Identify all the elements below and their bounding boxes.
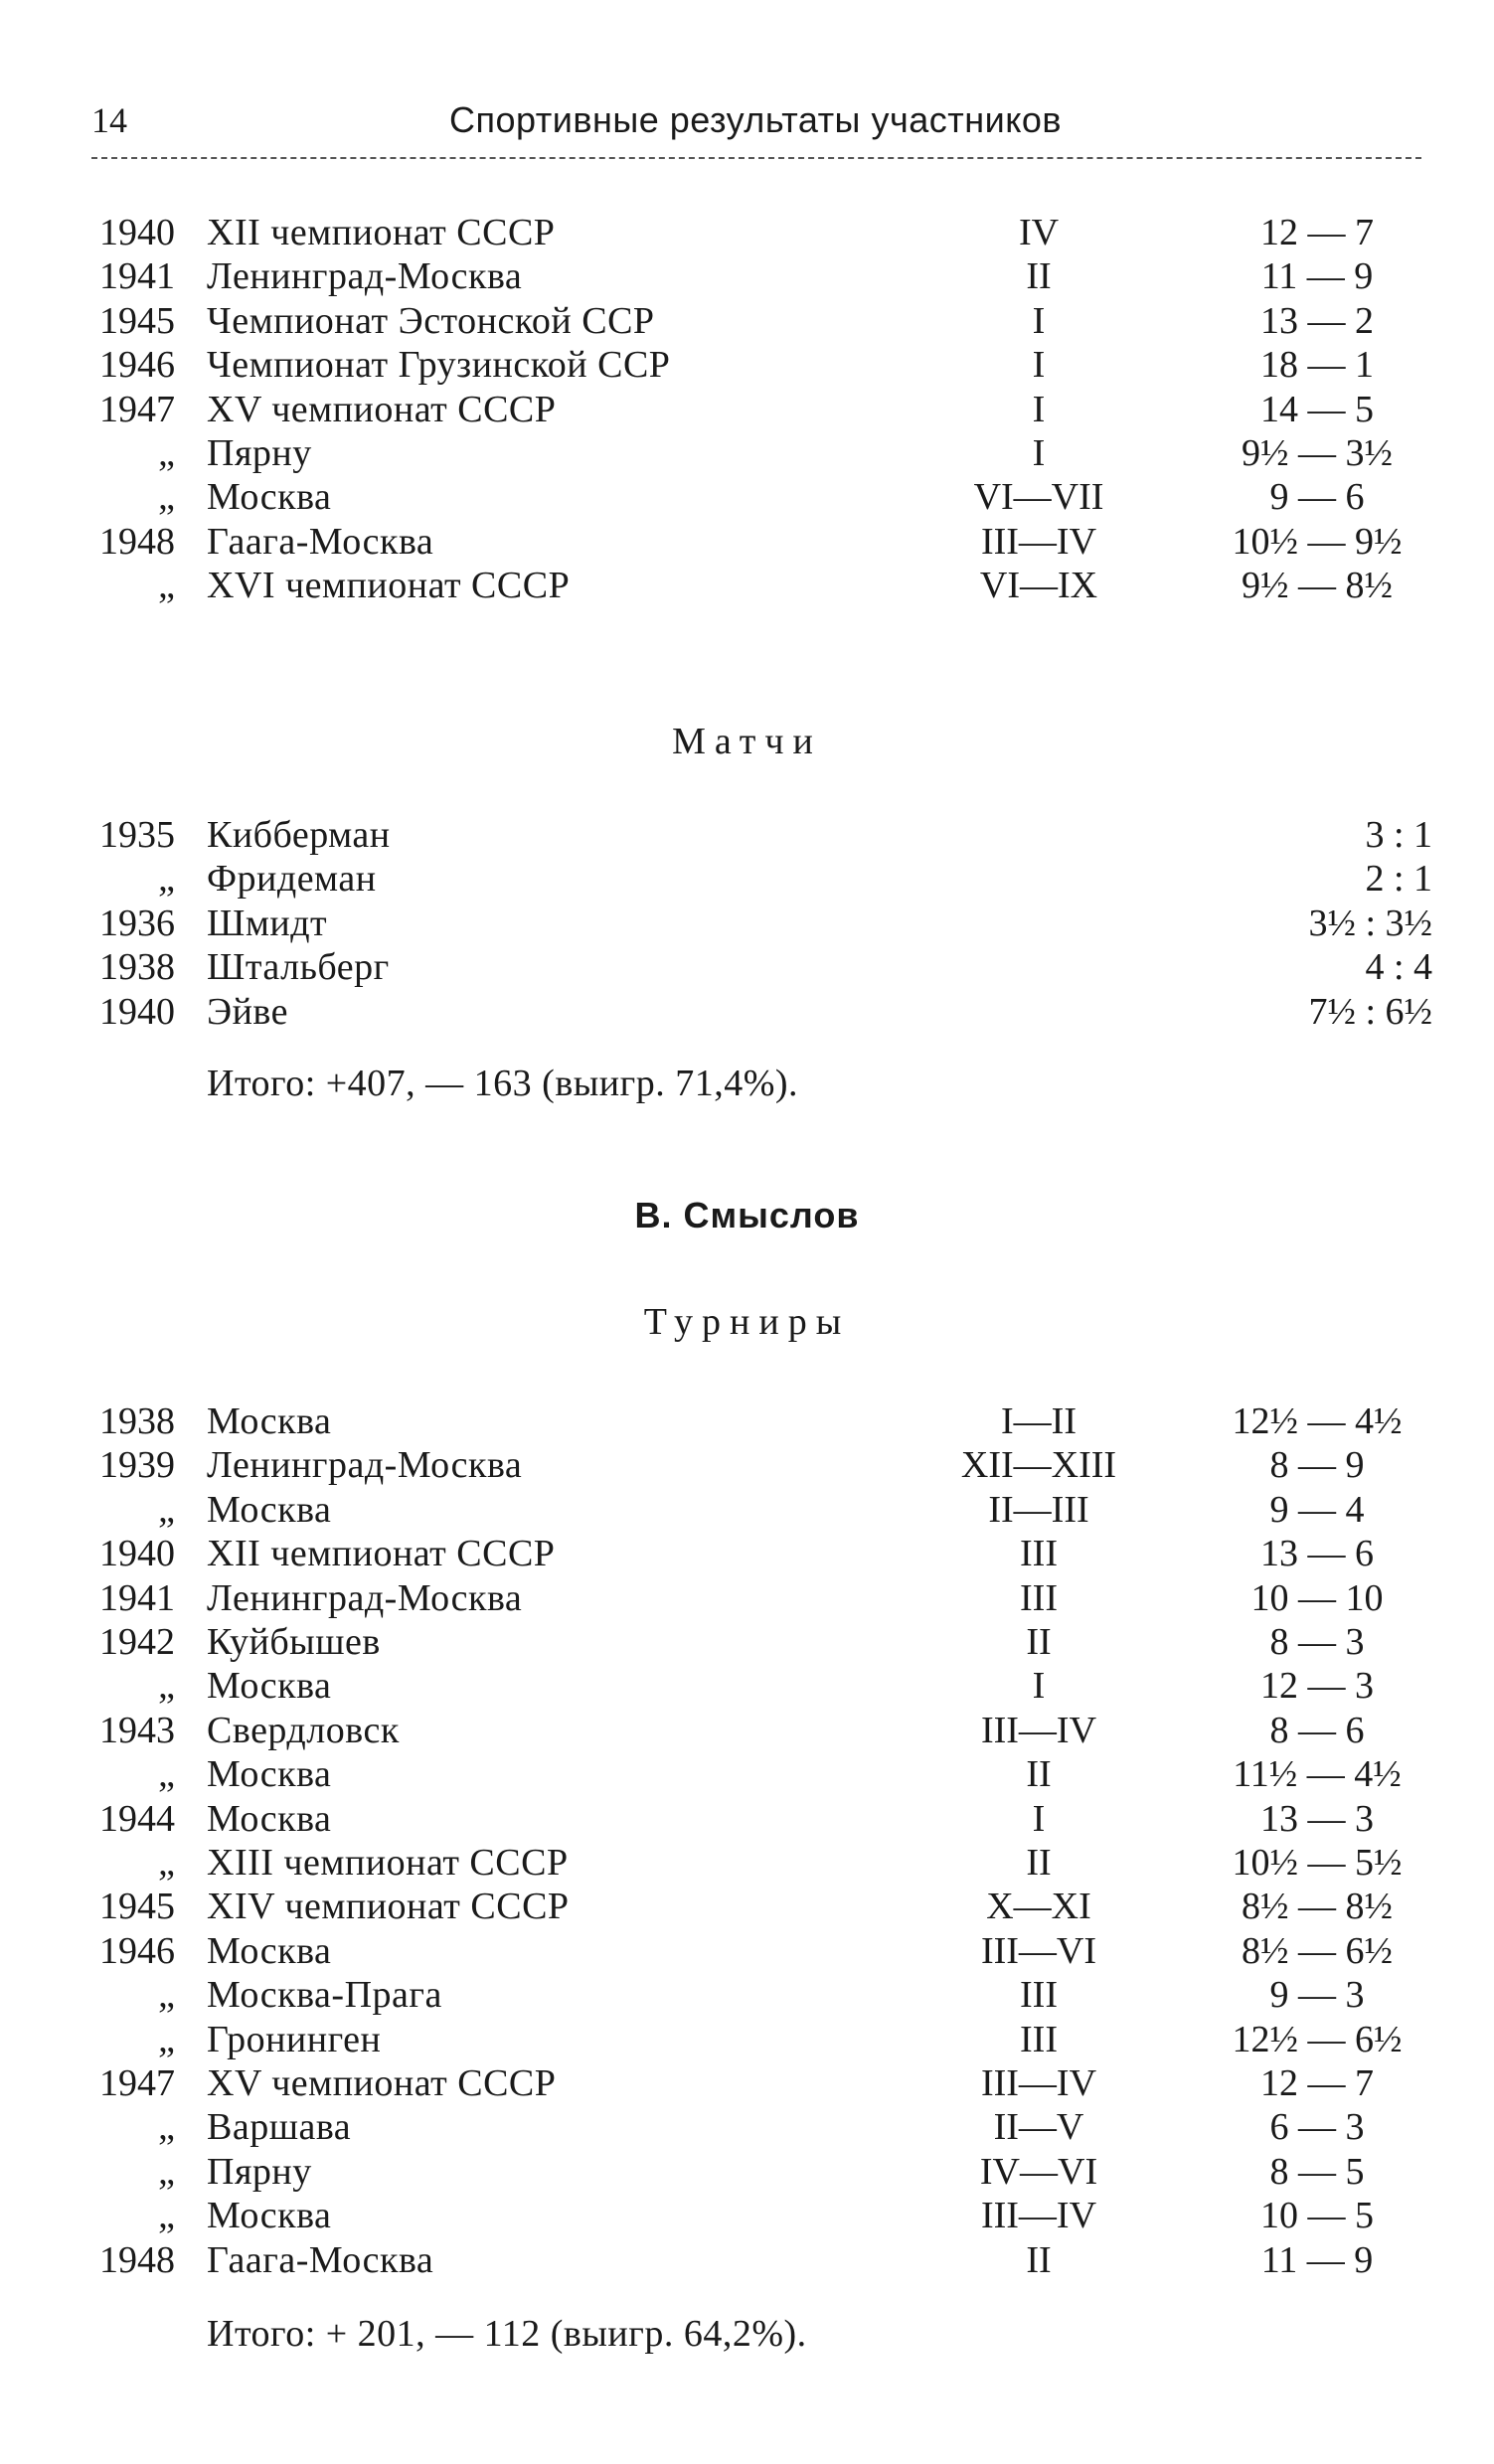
table-row	[0, 1532, 1494, 1575]
row-place: I	[1032, 344, 1046, 387]
row-year: 1948	[99, 520, 175, 563]
row-score: 12 — 7	[1260, 2062, 1374, 2104]
row-score: 10 — 10	[1250, 1576, 1384, 1619]
row-place: II	[1026, 1842, 1052, 1884]
row-year: 1940	[99, 990, 175, 1033]
table-row	[0, 1576, 1494, 1620]
row-result: 4 : 4	[1365, 946, 1432, 989]
row-score: 11½ — 4½	[1233, 1753, 1402, 1796]
table-row	[0, 1620, 1494, 1664]
row-event: XIV чемпионат СССР	[207, 1886, 570, 1928]
row-result: 3 : 1	[1365, 814, 1432, 856]
table-row	[0, 1973, 1494, 2017]
page-number: 14	[91, 100, 127, 140]
row-event: XVI чемпионат СССР	[207, 565, 571, 607]
row-score: 8½ — 6½	[1242, 1929, 1393, 1972]
row-event: XII чемпионат СССР	[207, 1533, 556, 1575]
row-year: 1935	[99, 814, 175, 856]
table-row	[0, 388, 1494, 431]
tournaments-heading: Турниры	[643, 1301, 851, 1343]
table-row	[0, 1841, 1494, 1885]
row-year: „	[158, 2106, 175, 2149]
row-place: III	[1020, 2018, 1058, 2060]
row-place: III	[1020, 1533, 1058, 1575]
row-place: I	[1032, 1797, 1046, 1840]
row-place: III—VI	[980, 1929, 1097, 1972]
row-score: 8½ — 8½	[1242, 1886, 1393, 1928]
row-score: 18 — 1	[1260, 344, 1374, 387]
table-row	[0, 813, 1494, 857]
row-score: 13 — 2	[1260, 299, 1374, 342]
row-year: „	[158, 1488, 175, 1531]
row-score: 10½ — 5½	[1232, 1842, 1403, 1884]
row-event: Ленинград-Москва	[207, 1444, 523, 1487]
row-year: 1945	[99, 1886, 175, 1928]
row-year: 1941	[99, 1576, 175, 1619]
row-event: XIII чемпионат СССР	[207, 1842, 569, 1884]
table-row	[0, 1929, 1494, 1973]
matches-heading: Матчи	[672, 721, 822, 762]
row-year: 1936	[99, 902, 175, 944]
row-place: II	[1026, 1621, 1052, 1663]
row-place: II	[1026, 1753, 1052, 1796]
row-year: „	[158, 2018, 175, 2060]
row-year: „	[158, 2150, 175, 2193]
table-row	[0, 2150, 1494, 2194]
row-year: 1943	[99, 1709, 175, 1751]
table-row	[0, 2061, 1494, 2105]
row-event: Москва	[207, 1665, 332, 1708]
table-row	[0, 945, 1494, 989]
row-score: 12 — 7	[1260, 212, 1374, 253]
row-event: Ленинград-Москва	[207, 255, 523, 298]
table-row	[0, 990, 1494, 1034]
row-year: 1942	[99, 1621, 175, 1663]
row-opponent: Эйве	[207, 990, 289, 1033]
table-row	[0, 902, 1494, 945]
row-result: 7½ : 6½	[1308, 990, 1432, 1033]
table-row	[0, 1488, 1494, 1532]
row-place: I	[1032, 432, 1046, 474]
row-score: 14 — 5	[1260, 388, 1374, 430]
row-place: II	[1026, 255, 1052, 298]
row-opponent: Кибберман	[207, 814, 391, 856]
table-row	[0, 475, 1494, 519]
row-score: 6 — 3	[1269, 2106, 1365, 2149]
row-place: IV—VI	[979, 2150, 1098, 2193]
row-place: I	[1032, 1665, 1046, 1708]
row-score: 12½ — 4½	[1232, 1400, 1403, 1442]
row-event: Москва	[207, 2195, 332, 2237]
table-row	[0, 1399, 1494, 1443]
row-place: II—III	[988, 1488, 1089, 1531]
row-place: VI—IX	[979, 565, 1098, 607]
row-opponent: Шмидт	[207, 902, 328, 944]
table-row	[0, 2238, 1494, 2282]
table-row	[0, 1664, 1494, 1708]
row-year: 1938	[99, 946, 175, 989]
row-score: 13 — 6	[1260, 1533, 1374, 1575]
row-place: III—IV	[980, 2062, 1097, 2104]
row-event: Ленинград-Москва	[207, 1576, 523, 1619]
row-event: XII чемпионат СССР	[207, 212, 556, 253]
row-place: III—IV	[980, 1709, 1097, 1751]
table-row	[0, 1709, 1494, 1752]
row-place: XII—XIII	[960, 1444, 1117, 1487]
row-score: 8 — 3	[1269, 1621, 1365, 1663]
row-place: III	[1020, 1974, 1058, 2017]
table-row	[0, 254, 1494, 298]
row-place: II	[1026, 2238, 1052, 2281]
row-place: II—V	[993, 2106, 1084, 2149]
table-row	[0, 2018, 1494, 2061]
row-score: 11 — 9	[1260, 255, 1374, 298]
row-place: I	[1032, 299, 1046, 342]
table-row	[0, 2194, 1494, 2237]
row-year: „	[158, 1665, 175, 1708]
row-year: „	[158, 858, 175, 901]
running-title: Спортивные результаты участников	[449, 99, 1062, 140]
row-year: 1941	[99, 255, 175, 298]
row-year: „	[158, 476, 175, 519]
row-place: III	[1020, 1576, 1058, 1619]
row-event: Варшава	[207, 2106, 352, 2149]
row-event: Гаага-Москва	[207, 520, 434, 563]
table-row	[0, 299, 1494, 343]
row-place: IV	[1018, 212, 1060, 253]
table-row	[0, 1443, 1494, 1487]
row-place: X—XI	[986, 1886, 1091, 1928]
row-event: Пярну	[207, 432, 312, 474]
table-row	[0, 1885, 1494, 1928]
row-event: Свердловск	[207, 1709, 400, 1751]
row-event: XV чемпионат СССР	[207, 2062, 557, 2104]
row-year: 1946	[99, 344, 175, 387]
row-score: 10½ — 9½	[1232, 520, 1403, 563]
table-row	[0, 343, 1494, 387]
row-year: „	[158, 1753, 175, 1796]
row-event: Москва	[207, 1753, 332, 1796]
row-event: Москва	[207, 1929, 332, 1972]
row-score: 9½ — 3½	[1242, 432, 1393, 474]
row-event: Москва-Прага	[207, 1974, 442, 2017]
row-score: 9 — 6	[1269, 476, 1365, 519]
row-score: 12 — 3	[1260, 1665, 1374, 1708]
table-row	[0, 211, 1494, 254]
row-year: 1946	[99, 1929, 175, 1972]
row-year: „	[158, 565, 175, 607]
page-header	[91, 99, 1421, 159]
row-score: 8 — 9	[1269, 1444, 1365, 1487]
row-event: Гаага-Москва	[207, 2238, 434, 2281]
row-event: Москва	[207, 1488, 332, 1531]
row-year: 1948	[99, 2238, 175, 2281]
row-year: „	[158, 2195, 175, 2237]
row-event: Москва	[207, 1797, 332, 1840]
row-score: 11 — 9	[1260, 2238, 1374, 2281]
row-score: 10 — 5	[1260, 2195, 1374, 2237]
row-year: 1940	[99, 212, 175, 253]
row-place: VI—VII	[973, 476, 1104, 519]
row-year: 1939	[99, 1444, 175, 1487]
row-year: „	[158, 432, 175, 474]
table-row	[0, 520, 1494, 564]
row-event: Чемпионат Грузинской ССР	[207, 344, 671, 387]
row-result: 2 : 1	[1365, 858, 1432, 901]
row-year: 1947	[99, 388, 175, 430]
table-row	[0, 1752, 1494, 1796]
row-result: 3½ : 3½	[1308, 902, 1432, 944]
header-rule	[91, 157, 1421, 159]
row-score: 9 — 3	[1269, 1974, 1365, 2017]
row-score: 8 — 5	[1269, 2150, 1365, 2193]
row-score: 12½ — 6½	[1232, 2018, 1403, 2060]
table-row	[0, 564, 1494, 607]
row-year: 1940	[99, 1533, 175, 1575]
matches-total: Итого: +407, — 163 (выигр. 71,4%).	[207, 1063, 799, 1104]
row-year: 1944	[99, 1797, 175, 1840]
row-place: III—IV	[980, 2195, 1097, 2237]
player-heading: В. Смыслов	[634, 1195, 860, 1235]
table-row	[0, 857, 1494, 901]
row-place: I—II	[1001, 1400, 1077, 1442]
row-year: 1938	[99, 1400, 175, 1442]
row-opponent: Штальберг	[207, 946, 390, 989]
row-event: Чемпионат Эстонской ССР	[207, 299, 655, 342]
row-event: Куйбышев	[207, 1621, 381, 1663]
row-place: I	[1032, 388, 1046, 430]
row-year: „	[158, 1842, 175, 1884]
row-score: 9 — 4	[1269, 1488, 1365, 1531]
row-opponent: Фридеман	[207, 858, 377, 901]
row-score: 13 — 3	[1260, 1797, 1374, 1840]
row-year: 1945	[99, 299, 175, 342]
row-year: „	[158, 1974, 175, 2017]
row-event: Гронинген	[207, 2018, 382, 2060]
row-event: Пярну	[207, 2150, 312, 2193]
row-score: 9½ — 8½	[1242, 565, 1393, 607]
smyslov-total: Итого: + 201, — 112 (выигр. 64,2%).	[207, 2313, 807, 2355]
row-place: III—IV	[980, 520, 1097, 563]
row-event: XV чемпионат СССР	[207, 388, 557, 430]
row-event: Москва	[207, 476, 332, 519]
row-score: 8 — 6	[1269, 1709, 1365, 1751]
row-year: 1947	[99, 2062, 175, 2104]
table-row	[0, 2105, 1494, 2149]
row-event: Москва	[207, 1400, 332, 1442]
table-row	[0, 431, 1494, 475]
table-row	[0, 1797, 1494, 1841]
